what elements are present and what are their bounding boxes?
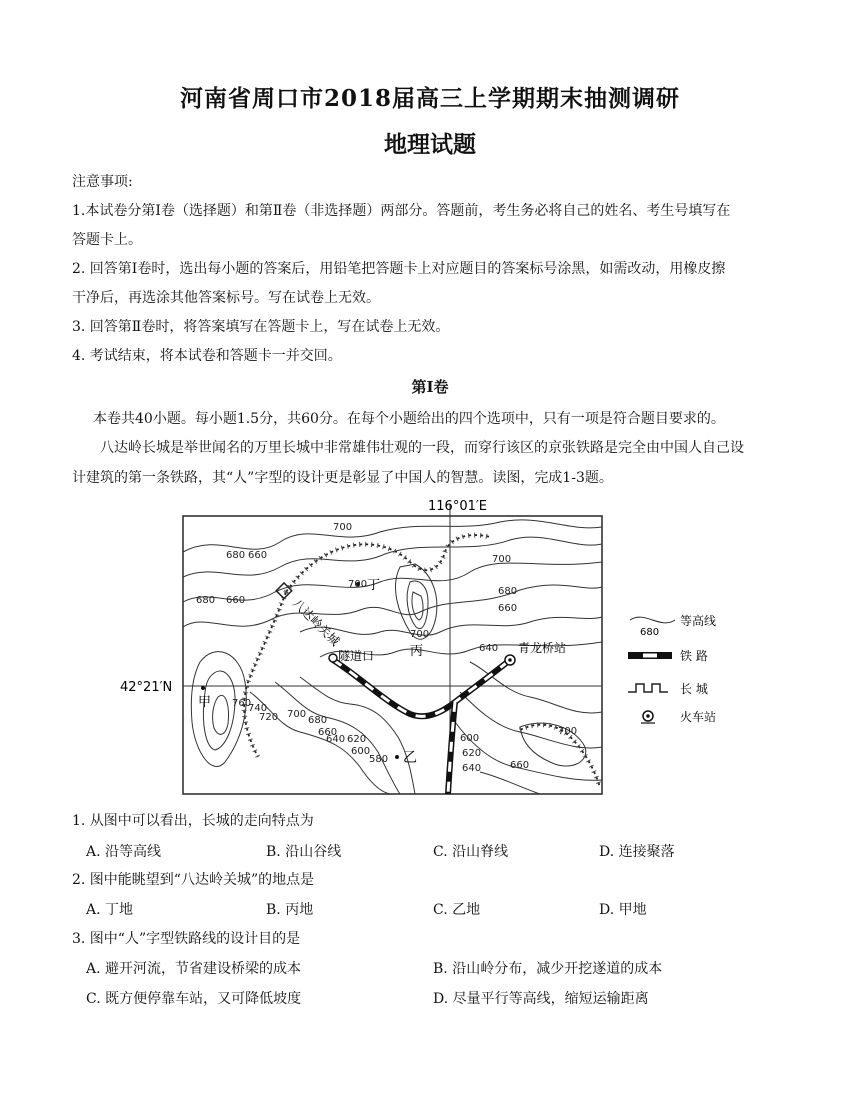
contour-label: 640 (462, 763, 482, 774)
label-badaling: 八达岭关城 (289, 596, 343, 649)
legend-contour-value: 680 (640, 627, 660, 638)
contour-label: 660 (318, 727, 338, 738)
section-title: 第Ⅰ卷 (411, 378, 449, 396)
note-4: 4. 考试结束，将本试卷和答题卡一并交回。 (72, 348, 342, 364)
label-yi: 乙 (403, 750, 417, 766)
contour-label: 660 (226, 595, 246, 606)
tunnel-entrance-marker (329, 654, 337, 662)
contour-label: 660 (498, 603, 518, 614)
contour-lines (183, 520, 602, 794)
contour-label: 720 (259, 712, 279, 723)
note-1b: 答题卡上。 (72, 232, 142, 248)
contour-label: 700 (492, 554, 512, 565)
q2-option-b[interactable]: B. 丙地 (266, 902, 314, 918)
label-station: 青龙桥站 (518, 641, 567, 655)
contour-label: 680 (308, 715, 328, 726)
legend-railway-label: 铁 路 (680, 649, 708, 663)
contour-label: 620 (347, 734, 367, 745)
question-2-stem: 2. 图中能眺望到“八达岭关城”的地点是 (72, 872, 315, 888)
q3-option-b[interactable]: B. 沿山岭分布，减少开挖遂道的成本 (433, 961, 663, 977)
contour-label: 620 (462, 748, 482, 759)
q2-option-d[interactable]: D. 甲地 (599, 902, 647, 918)
contour-label: 680 (226, 550, 246, 561)
passage-line-2: 计建筑的第一条铁路，其“人”字型的设计更是彰显了中国人的智慧。读图，完成1-3题。 (72, 470, 613, 486)
topographic-map (0, 492, 860, 812)
q3-option-a[interactable]: A. 避开河流，节省建设桥梁的成本 (86, 961, 302, 977)
contour-label: 680 (196, 595, 216, 606)
contour-label: 700 (410, 629, 430, 640)
label-bing: 丙 (410, 644, 424, 659)
legend-contour-label: 等高线 (680, 614, 717, 628)
passage-line-1: 八达岭长城是举世闻名的万里长城中非常雄伟壮观的一段，而穿行该区的京张铁路是完全由中国人自己设 (100, 440, 744, 456)
contour-label: 760 (232, 698, 252, 709)
question-1-stem: 1. 从图中可以看出，长城的走向特点为 (72, 813, 314, 829)
question-3-stem: 3. 图中“人”字型铁路线的设计目的是 (72, 931, 301, 947)
contour-label: 740 (248, 703, 268, 714)
note-2a: 2. 回答第Ⅰ卷时，选出每小题的答案后，用铅笔把答题卡上对应题目的答案标号涂黑，如需改动，用橡皮擦 (72, 261, 726, 277)
map-legend (628, 613, 716, 724)
q1-option-d[interactable]: D. 连接聚落 (599, 844, 675, 860)
contour-label: 700 (333, 522, 353, 533)
notes-heading: 注意事项: (72, 174, 133, 190)
label-ding: 丁 (367, 578, 381, 593)
contour-label: 580 (369, 754, 389, 765)
q1-option-b[interactable]: B. 沿山谷线 (266, 844, 342, 860)
contour-label: 700 (348, 579, 368, 590)
q1-option-a[interactable]: A. 沿等高线 (86, 844, 162, 860)
q2-option-a[interactable]: A. 丁地 (86, 902, 134, 918)
page-title: 河南省周口市2018届高三上学期期末抽测调研 (179, 85, 680, 112)
note-3: 3. 回答第Ⅱ卷时，将答案填写在答题卡上，写在试卷上无效。 (72, 319, 450, 335)
legend-station-icon (641, 711, 655, 723)
map-frame (183, 516, 602, 794)
contour-label: 700 (558, 726, 578, 737)
contour-label: 640 (479, 643, 499, 654)
q3-option-c[interactable]: C. 既方便停靠车站，又可降低坡度 (86, 991, 302, 1007)
label-tunnel: 隧道口 (338, 649, 375, 663)
latitude-label: 42°21′N (120, 680, 173, 695)
station-icon (505, 655, 515, 665)
point-yi-dot (395, 755, 399, 759)
contour-label: 640 (326, 734, 346, 745)
page-subtitle: 地理试题 (384, 131, 476, 158)
label-jia: 甲 (198, 695, 212, 710)
legend-station-label: 火车站 (680, 710, 717, 724)
contour-label: 700 (287, 709, 307, 720)
point-jia-dot (201, 686, 205, 690)
q2-option-c[interactable]: C. 乙地 (433, 902, 481, 918)
note-2b: 干净后，再选涂其他答案标号。写在试卷上无效。 (72, 290, 380, 306)
contour-label: 600 (460, 733, 480, 744)
q1-option-c[interactable]: C. 沿山脊线 (433, 844, 509, 860)
contour-label: 660 (248, 550, 268, 561)
contour-label: 660 (510, 760, 530, 771)
great-wall (244, 535, 600, 787)
railway (333, 660, 510, 794)
contour-label: 680 (498, 586, 518, 597)
note-1a: 1.本试卷分第Ⅰ卷（选择题）和第Ⅱ卷（非选择题）两部分。答题前，考生务必将自己的姓名、考生号填写在 (72, 203, 731, 219)
longitude-label: 116°01′E (428, 499, 488, 514)
legend-wall-label: 长 城 (680, 682, 708, 696)
contour-label: 600 (351, 746, 371, 757)
q3-option-d[interactable]: D. 尽量平行等高线，缩短运输距离 (433, 991, 649, 1007)
section-intro: 本卷共40小题。每小题1.5分，共60分。在每个小题给出的四个选项中，只有一项是符合题目要求的。 (93, 411, 725, 427)
